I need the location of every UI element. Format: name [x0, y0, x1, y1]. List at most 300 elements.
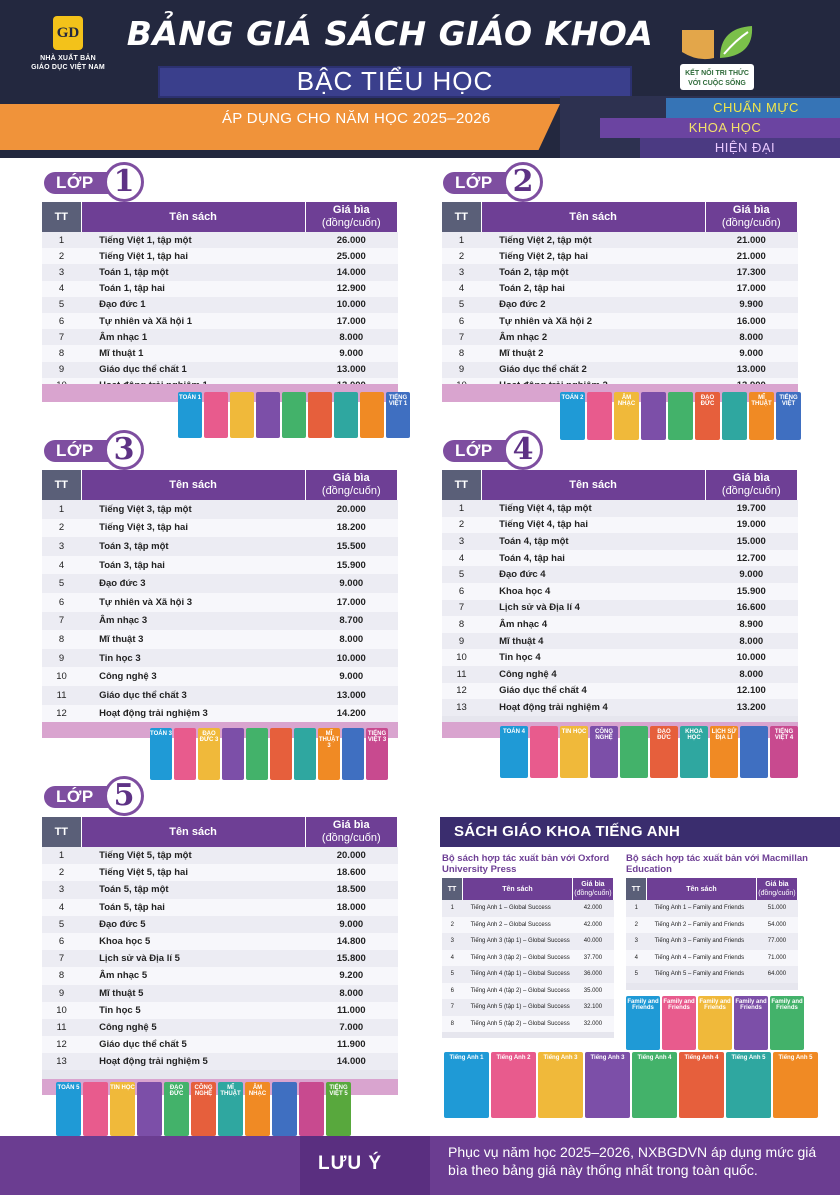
header: [0, 0, 840, 158]
table-row: [442, 533, 798, 550]
book-price: 17.000: [305, 593, 397, 612]
table-row: [442, 248, 798, 264]
grade-3-col-price: Giá bìa (đồng/cuốn): [305, 470, 397, 500]
table-row: [442, 616, 798, 633]
grade-2-col-price: Giá bìa (đồng/cuốn): [705, 202, 797, 232]
macmillan-col-tt: TT: [626, 878, 647, 900]
book-price: 9.000: [705, 566, 797, 583]
book-cover: ĐẠO ĐỨC: [164, 1082, 189, 1136]
table-row: [42, 537, 398, 556]
book-price: 13.000: [705, 362, 797, 378]
grade-5-number: 5: [104, 776, 144, 816]
row-number: 1: [442, 500, 481, 517]
row-number: 6: [42, 313, 81, 329]
table-row: [42, 1002, 398, 1019]
table-row: [442, 900, 614, 917]
table-row: [42, 864, 398, 881]
book-cover: ĐẠO ĐỨC 3: [198, 728, 220, 780]
grade-4-table: [442, 470, 798, 716]
book-price: 15.900: [305, 556, 397, 575]
book-name: Tiếng Việt 2, tập hai: [481, 248, 705, 264]
book-cover: [246, 728, 268, 780]
grade-3-table: [42, 470, 398, 723]
book-name: Tiếng Anh 3 (tập 2) – Global Success: [463, 950, 573, 967]
grade-2-table-block: [442, 202, 798, 402]
row-number: 2: [442, 917, 463, 934]
grade-1-col-price: Giá bìa (đồng/cuốn): [305, 202, 397, 232]
book-cover: [641, 392, 666, 440]
row-number: 5: [442, 966, 463, 983]
table-row: [442, 966, 614, 983]
book-price: 19.000: [705, 517, 797, 534]
macmillan-title: Bộ sách hợp tác xuất bản với Macmillan Education: [626, 853, 808, 875]
book-price: 20.000: [305, 847, 397, 864]
english-heading: SÁCH GIÁO KHOA TIẾNG ANH: [440, 817, 840, 847]
book-cover: [230, 392, 254, 438]
book-cover: [668, 392, 693, 440]
table-row: [626, 950, 798, 967]
book-cover: [299, 1082, 324, 1136]
book-name: Toán 1, tập hai: [81, 281, 305, 297]
row-number: 1: [42, 500, 81, 519]
row-number: 8: [42, 345, 81, 361]
table-row: [442, 950, 614, 967]
table-row: [42, 232, 398, 248]
row-number: 7: [442, 600, 481, 617]
book-price: 21.000: [705, 232, 797, 248]
row-number: 1: [626, 900, 647, 917]
page-title: BẢNG GIÁ SÁCH GIÁO KHOA: [126, 14, 654, 53]
book-name: Giáo dục thể chất 1: [81, 362, 305, 378]
book-name: Tiếng Anh 5 (tập 1) – Global Success: [463, 999, 573, 1016]
book-name: Hoạt động trải nghiệm 3: [81, 705, 305, 724]
book-name: Âm nhạc 1: [81, 329, 305, 345]
book-price: 18.500: [305, 881, 397, 898]
grade-4-col-price: Giá bìa (đồng/cuốn): [705, 470, 797, 500]
book-cover: ÂM NHẠC: [614, 392, 639, 440]
row-number: 7: [42, 950, 81, 967]
series-logo-line-2: VỚI CUỘC SỐNG: [688, 80, 746, 87]
table-row: [42, 297, 398, 313]
oxford-header-row: [442, 878, 614, 900]
book-name: Toán 2, tập một: [481, 264, 705, 280]
book-cover: TOÁN 2: [560, 392, 585, 440]
book-price: 9.900: [705, 297, 797, 313]
book-name: Khoa học 4: [481, 583, 705, 600]
book-price: 9.000: [305, 345, 397, 361]
row-number: 11: [42, 1019, 81, 1036]
book-price: 21.000: [705, 248, 797, 264]
book-price: 42.000: [572, 917, 613, 934]
book-price: 10.000: [305, 649, 397, 668]
row-number: 2: [442, 248, 481, 264]
table-row: [442, 264, 798, 280]
grade-4-table-block: [442, 470, 798, 738]
table-row: [42, 899, 398, 916]
book-price: 20.000: [305, 500, 397, 519]
book-price: 15.500: [305, 537, 397, 556]
book-cover: Family and Friends: [770, 996, 804, 1050]
row-number: 5: [626, 966, 647, 983]
book-price: 11.000: [305, 1002, 397, 1019]
book-cover: TIN HỌC: [110, 1082, 135, 1136]
book-price: 77.000: [756, 933, 797, 950]
book-cover: CÔNG NGHỆ: [590, 726, 618, 778]
table-row: [442, 600, 798, 617]
book-price: 8.000: [705, 633, 797, 650]
row-number: 1: [442, 900, 463, 917]
table-row: [442, 999, 614, 1016]
table-row: [442, 683, 798, 700]
book-name: Toán 2, tập hai: [481, 281, 705, 297]
row-number: 4: [442, 550, 481, 567]
book-name: Toán 3, tập một: [81, 537, 305, 556]
book-name: Tiếng Anh 2 – Family and Friends: [647, 917, 757, 934]
table-row: [42, 686, 398, 705]
book-name: Tiếng Việt 4, tập một: [481, 500, 705, 517]
grade-5-col-price: Giá bìa (đồng/cuốn): [305, 817, 397, 847]
book-name: Đạo đức 1: [81, 297, 305, 313]
book-price: 10.000: [305, 297, 397, 313]
book-price: 32.100: [572, 999, 613, 1016]
row-number: 4: [42, 281, 81, 297]
publisher-logo: [14, 16, 122, 72]
grade-5-label: [44, 778, 154, 813]
row-number: 12: [442, 683, 481, 700]
book-name: Toán 4, tập một: [481, 533, 705, 550]
book-price: 14.800: [305, 933, 397, 950]
row-number: 9: [42, 649, 81, 668]
book-price: 12.900: [305, 281, 397, 297]
macmillan-table-block: [626, 878, 798, 990]
book-cover: [587, 392, 612, 440]
book-cover: TIẾNG VIỆT 3: [366, 728, 388, 780]
grade-2-number: 2: [503, 162, 543, 202]
book-price: 9.000: [305, 574, 397, 593]
publisher-name-2: GIÁO DỤC VIỆT NAM: [31, 64, 105, 71]
row-number: 8: [442, 1016, 463, 1033]
book-name: Mĩ thuật 2: [481, 345, 705, 361]
table-row: [442, 313, 798, 329]
row-number: 4: [626, 950, 647, 967]
book-cover: Family and Friends: [626, 996, 660, 1050]
book-cover: ÂM NHẠC: [245, 1082, 270, 1136]
row-number: 8: [42, 630, 81, 649]
book-name: Tiếng Anh 2 – Global Success: [463, 917, 573, 934]
book-price: 7.000: [305, 1019, 397, 1036]
book-price: 12.100: [705, 683, 797, 700]
book-cover: TOÁN 3: [150, 728, 172, 780]
book-name: Tiếng Việt 3, tập hai: [81, 519, 305, 538]
book-cover: [272, 1082, 297, 1136]
grade-5-table: [42, 817, 398, 1070]
row-number: 3: [442, 933, 463, 950]
table-row: [42, 281, 398, 297]
tag-chuan-muc: CHUẨN MỰC: [666, 98, 840, 118]
book-name: Tiếng Việt 5, tập một: [81, 847, 305, 864]
grade-2-lop: LỚP: [443, 172, 523, 194]
book-cover: [282, 392, 306, 438]
table-row: [42, 1036, 398, 1053]
book-name: Giáo dục thể chất 3: [81, 686, 305, 705]
row-number: 8: [42, 967, 81, 984]
book-price: 40.000: [572, 933, 613, 950]
book-cover: LỊCH SỬ ĐỊA LÍ: [710, 726, 738, 778]
book-name: Tiếng Anh 4 (tập 2) – Global Success: [463, 983, 573, 1000]
book-name: Giáo dục thể chất 4: [481, 683, 705, 700]
gd-logo-mark: GD: [53, 16, 83, 50]
book-price: 12.700: [705, 550, 797, 567]
table-row: [442, 666, 798, 683]
book-price: 9.000: [705, 345, 797, 361]
row-number: 2: [42, 864, 81, 881]
book-cover: Family and Friends: [734, 996, 768, 1050]
book-cover: [294, 728, 316, 780]
row-number: 13: [442, 699, 481, 716]
book-name: Âm nhạc 2: [481, 329, 705, 345]
row-number: 3: [42, 537, 81, 556]
series-logo-line-1: KẾT NỐI TRI THỨC: [685, 70, 749, 77]
book-price: 13.200: [705, 699, 797, 716]
row-number: 6: [442, 583, 481, 600]
macmillan-col-name: Tên sách: [647, 878, 757, 900]
grade-1-table-block: [42, 202, 398, 402]
book-price: 51.000: [756, 900, 797, 917]
book-name: Tự nhiên và Xã hội 3: [81, 593, 305, 612]
book-name: Công nghệ 4: [481, 666, 705, 683]
book-price: 9.200: [305, 967, 397, 984]
book-name: Tiếng Việt 4, tập hai: [481, 517, 705, 534]
book-cover: [530, 726, 558, 778]
macmillan-header-row: [626, 878, 798, 900]
book-cover: [137, 1082, 162, 1136]
book-price: 13.000: [305, 686, 397, 705]
book-price: 25.000: [305, 248, 397, 264]
book-cover: [308, 392, 332, 438]
page-subtitle: BẬC TIỂU HỌC: [296, 66, 494, 96]
book-name: Tin học 3: [81, 649, 305, 668]
book-price: 54.000: [756, 917, 797, 934]
grade-2-col-tt: TT: [442, 202, 481, 232]
grade-2-header-row: [442, 202, 798, 232]
book-cover: Tiếng Anh 3: [585, 1052, 630, 1118]
table-row: [442, 500, 798, 517]
book-cover: [334, 392, 358, 438]
grade-3-covers: [150, 728, 390, 780]
table-row: [442, 649, 798, 666]
book-price: 64.000: [756, 966, 797, 983]
table-row: [42, 630, 398, 649]
grade-3-col-tt: TT: [42, 470, 81, 500]
book-name: Tự nhiên và Xã hội 2: [481, 313, 705, 329]
grade-5-col-tt: TT: [42, 817, 81, 847]
book-price: 8.000: [305, 329, 397, 345]
book-name: Mĩ thuật 3: [81, 630, 305, 649]
oxford-col-price: Giá bìa (đồng/cuốn): [572, 878, 613, 900]
book-name: Tiếng Anh 5 – Family and Friends: [647, 966, 757, 983]
book-price: 8.900: [705, 616, 797, 633]
book-name: Âm nhạc 5: [81, 967, 305, 984]
book-name: Công nghệ 5: [81, 1019, 305, 1036]
book-price: 16.000: [705, 313, 797, 329]
table-row: [442, 329, 798, 345]
book-name: Tiếng Anh 3 (tập 1) – Global Success: [463, 933, 573, 950]
book-cover: Tiếng Anh 5: [773, 1052, 818, 1118]
row-number: 10: [442, 649, 481, 666]
table-row: [42, 313, 398, 329]
book-cover: [620, 726, 648, 778]
table-row: [442, 297, 798, 313]
book-cover: [270, 728, 292, 780]
row-number: 6: [442, 983, 463, 1000]
row-number: 5: [42, 574, 81, 593]
table-row: [42, 667, 398, 686]
book-name: Tự nhiên và Xã hội 1: [81, 313, 305, 329]
book-cover: [174, 728, 196, 780]
tag-hien-dai: HIỆN ĐẠI: [640, 138, 840, 158]
row-number: 7: [42, 329, 81, 345]
book-name: Toán 4, tập hai: [481, 550, 705, 567]
row-number: 5: [442, 566, 481, 583]
table-row: [442, 281, 798, 297]
book-name: Tiếng Việt 1, tập một: [81, 232, 305, 248]
book-price: 17.300: [705, 264, 797, 280]
row-number: 4: [42, 899, 81, 916]
book-cover: [222, 728, 244, 780]
book-price: 15.000: [705, 533, 797, 550]
book-name: Tiếng Anh 1 – Global Success: [463, 900, 573, 917]
book-cover: [722, 392, 747, 440]
row-number: 13: [42, 1053, 81, 1070]
grade-2-col-name: Tên sách: [481, 202, 705, 232]
grade-3-lop: LỚP: [44, 440, 124, 462]
table-row: [442, 362, 798, 378]
book-name: Khoa học 5: [81, 933, 305, 950]
book-price: 8.000: [705, 666, 797, 683]
row-number: 1: [42, 847, 81, 864]
book-name: Âm nhạc 3: [81, 612, 305, 631]
book-cover: Tiếng Anh 4: [679, 1052, 724, 1118]
book-price: 17.000: [305, 313, 397, 329]
row-number: 1: [442, 232, 481, 248]
book-name: Đạo đức 2: [481, 297, 705, 313]
book-cover: [740, 726, 768, 778]
row-number: 3: [626, 933, 647, 950]
row-number: 6: [442, 313, 481, 329]
table-row: [626, 900, 798, 917]
grade-1-col-name: Tên sách: [81, 202, 305, 232]
book-name: Mĩ thuật 4: [481, 633, 705, 650]
grade-1-header-row: [42, 202, 398, 232]
grade-4-number: 4: [503, 430, 543, 470]
row-number: 9: [442, 362, 481, 378]
table-row: [442, 583, 798, 600]
book-name: Tin học 5: [81, 1002, 305, 1019]
book-name: Toán 3, tập hai: [81, 556, 305, 575]
table-row: [42, 264, 398, 280]
book-name: Tiếng Việt 3, tập một: [81, 500, 305, 519]
macmillan-col-price: Giá bìa (đồng/cuốn): [756, 878, 797, 900]
grade-1-table: [42, 202, 398, 394]
book-cover: Family and Friends: [662, 996, 696, 1050]
book-name: Giáo dục thể chất 5: [81, 1036, 305, 1053]
book-price: 35.000: [572, 983, 613, 1000]
grade-1-lop: LỚP: [44, 172, 124, 194]
book-cover: MĨ THUẬT: [749, 392, 774, 440]
table-row: [42, 500, 398, 519]
row-number: 3: [442, 264, 481, 280]
book-cover: TIẾNG VIỆT 5: [326, 1082, 351, 1136]
book-cover: [360, 392, 384, 438]
publisher-name-1: NHÀ XUẤT BẢN: [40, 55, 96, 62]
grade-5-covers: [56, 1082, 356, 1136]
grade-3-col-name: Tên sách: [81, 470, 305, 500]
row-number: 2: [42, 248, 81, 264]
row-number: 2: [42, 519, 81, 538]
table-row: [42, 967, 398, 984]
book-name: Tiếng Anh 3 – Family and Friends: [647, 933, 757, 950]
macmillan-table: [626, 878, 798, 983]
row-number: 3: [42, 881, 81, 898]
grade-4-label: [443, 432, 553, 467]
book-price: 15.900: [705, 583, 797, 600]
book-price: 36.000: [572, 966, 613, 983]
book-cover: TIN HỌC: [560, 726, 588, 778]
book-price: 8.000: [305, 630, 397, 649]
book-name: Hoạt động trải nghiệm 4: [481, 699, 705, 716]
table-row: [442, 566, 798, 583]
book-name: Tiếng Việt 5, tập hai: [81, 864, 305, 881]
book-cover: TIẾNG VIỆT 4: [770, 726, 798, 778]
row-number: 11: [42, 686, 81, 705]
grade-1-col-tt: TT: [42, 202, 81, 232]
row-number: 9: [442, 633, 481, 650]
grade-5-header-row: [42, 817, 398, 847]
row-number: 7: [442, 999, 463, 1016]
oxford-table: [442, 878, 614, 1032]
row-number: 10: [42, 1002, 81, 1019]
table-row: [42, 985, 398, 1002]
table-row: [442, 917, 614, 934]
book-name: Đạo đức 4: [481, 566, 705, 583]
book-price: 10.000: [705, 649, 797, 666]
table-row: [442, 933, 614, 950]
grade-4-lop: LỚP: [443, 440, 523, 462]
grade-3-number: 3: [104, 430, 144, 470]
table-row: [42, 362, 398, 378]
row-number: 5: [42, 297, 81, 313]
table-row: [42, 649, 398, 668]
book-name: Toán 1, tập một: [81, 264, 305, 280]
book-name: Đạo đức 3: [81, 574, 305, 593]
table-row: [42, 519, 398, 538]
book-price: 18.000: [305, 899, 397, 916]
book-cover: [204, 392, 228, 438]
row-number: 12: [42, 1036, 81, 1053]
book-price: 9.000: [305, 916, 397, 933]
grade-2-table: [442, 202, 798, 394]
book-name: Lịch sử và Địa lí 5: [81, 950, 305, 967]
book-price: 9.000: [305, 667, 397, 686]
family-friends-covers: [626, 996, 804, 1050]
book-name: Tiếng Anh 4 – Family and Friends: [647, 950, 757, 967]
book-cover: [83, 1082, 108, 1136]
table-row: [442, 550, 798, 567]
row-number: 7: [442, 329, 481, 345]
table-row: [442, 633, 798, 650]
oxford-col-tt: TT: [442, 878, 463, 900]
table-row: [42, 345, 398, 361]
